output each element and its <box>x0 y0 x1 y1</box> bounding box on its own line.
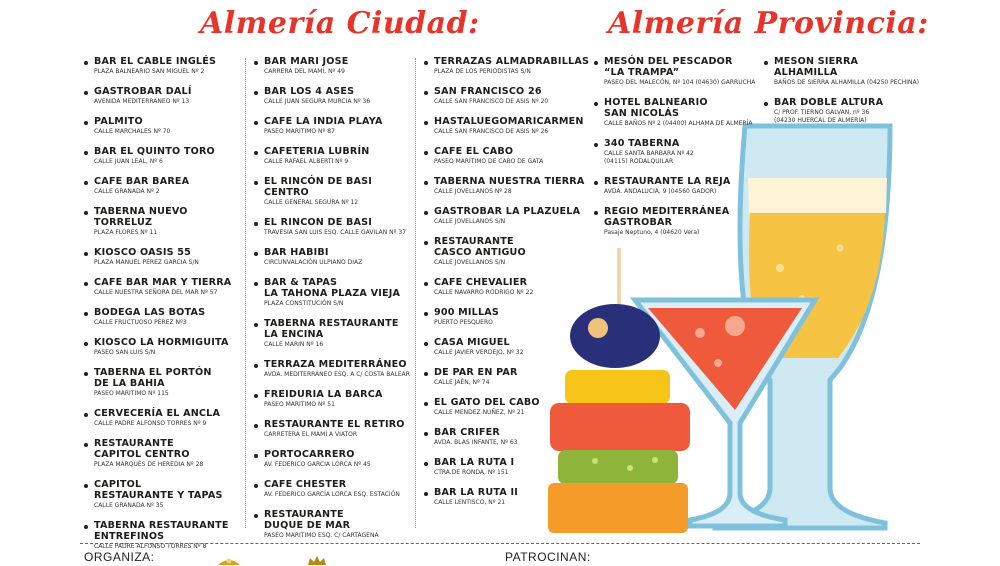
venue-item <box>422 397 592 417</box>
venue-name: TABERNA RESTAURANTE LA ENCINA <box>264 318 399 340</box>
venue-address: CALLE JOVELLANOS Nº 28 <box>434 188 512 195</box>
venue-item <box>422 176 592 196</box>
column-divider <box>245 58 246 528</box>
venue-item <box>82 86 242 106</box>
venue-name: PORTOCARRERO <box>264 449 355 460</box>
venue-address: AVENIDA MEDITERRANEO Nº 13 <box>94 98 190 105</box>
venue-item <box>82 337 242 357</box>
venue-name: RESTAURANTE DUQUE DE MAR <box>264 509 351 531</box>
venue-address: CALLE MARCHALES Nº 70 <box>94 128 171 135</box>
venue-address: CALLE NUESTRA SEÑORA DEL MAR Nº 57 <box>94 289 218 296</box>
venue-name: BAR MARI JOSE <box>264 56 349 67</box>
venue-name: BAR LOS 4 ASES <box>264 86 355 97</box>
venue-name: BAR HABIBI <box>264 247 329 258</box>
venue-address: PASEO MARITIMO ESQ. C/ CARTAGENA <box>264 532 379 539</box>
venue-item <box>82 247 242 267</box>
venue-name: RESTAURANTE CASCO ANTIGUO <box>434 236 526 258</box>
venue-item <box>252 217 417 237</box>
venue-item <box>422 116 592 136</box>
venue-address: CALLE SAN FRANCISCO DE ASIS Nº 26 <box>434 128 549 135</box>
venue-address: CALLE GENERAL SEGURA Nº 12 <box>264 199 359 206</box>
venue-address: CALLE JOVELLANOS S/N <box>434 218 506 225</box>
venue-address: AV. FEDERICO GARCÍA LORCA ESQ. ESTACIÓN <box>264 491 400 498</box>
venue-address: CIRCUNVALACIÓN ULPIANO DIAZ <box>264 259 363 266</box>
venue-address: CALLE FRUCTUOSO PÉREZ Nº3 <box>94 319 187 326</box>
venue-address: PASEO MARITIMO Nº 51 <box>264 401 335 408</box>
venue-address: CARRERA DEL MAMÍ, Nº 49 <box>264 68 345 75</box>
venue-item <box>252 146 417 166</box>
venue-list-province-1 <box>592 56 757 247</box>
venue-name: CAFE LA INDIA PLAYA <box>264 116 383 127</box>
venue-address: CALLE JAVIER VERDEJO, Nº 32 <box>434 349 524 356</box>
venue-item <box>252 86 417 106</box>
venue-name: 900 MILLAS <box>434 307 500 318</box>
venue-item <box>422 86 592 106</box>
venue-item <box>422 337 592 357</box>
venue-address: PASEO MARITIMO Nº 115 <box>94 390 169 397</box>
venue-name: GASTROBAR DALÍ <box>94 86 192 97</box>
venue-item <box>252 318 417 349</box>
venue-name: EL RINCON DE BASI <box>264 217 373 228</box>
venue-item <box>422 367 592 387</box>
venue-address: CALLE LENTISCO, Nº 21 <box>434 499 506 506</box>
venue-name: TABERNA NUEVO TORRELUZ <box>94 206 188 228</box>
venue-name: BAR LA RUTA II <box>434 487 519 498</box>
venue-item <box>422 307 592 327</box>
venue-name: HASTALUEGOMARICARMEN <box>434 116 584 127</box>
venue-item <box>762 97 922 125</box>
venue-item <box>82 520 242 551</box>
venue-address: PASEO DEL MALECÓN, Nº 104 (04630) GARRUCHA <box>604 79 756 86</box>
venue-item <box>422 146 592 166</box>
venue-item <box>82 206 242 237</box>
venue-name: CAFE CHESTER <box>264 479 347 490</box>
venue-name: BODEGA LAS BOTAS <box>94 307 206 318</box>
venue-address: CALLE RAFAEL ALBERTI Nº 9 <box>264 158 349 165</box>
venue-name: MESÓN DEL PESCADOR “LA TRAMPA” <box>604 56 733 78</box>
venue-address: PLAZA FLORES Nº 11 <box>94 229 158 236</box>
venue-name: RESTAURANTE EL RETIRO <box>264 419 405 430</box>
venue-name: PALMITO <box>94 116 143 127</box>
venue-name: RESTAURANTE LA REJA <box>604 176 731 187</box>
venue-address: TRAVESIA SAN LUIS ESQ. CALLE GAVILAN Nº 37 <box>264 229 407 236</box>
venue-name: FREIDURIA LA BARCA <box>264 389 383 400</box>
patrocinan-label: PATROCINAN: <box>505 550 591 564</box>
venue-name: CAFETERIA LUBRÍN <box>264 146 370 157</box>
venue-item <box>82 56 242 76</box>
venue-item <box>422 427 592 447</box>
venue-address: CALLE JOVELLANOS S/N <box>434 259 506 266</box>
venue-name: TERRAZAS ALMADRABILLAS <box>434 56 590 67</box>
venue-address: CALLE MENDEZ NUÑEZ, Nº 21 <box>434 409 525 416</box>
venue-name: CASA MIGUEL <box>434 337 510 348</box>
venue-list-city-3 <box>422 56 592 517</box>
venue-name: EL GATO DEL CABO <box>434 397 540 408</box>
venue-name: CAFE EL CABO <box>434 146 514 157</box>
venue-address: CALLE PADRE ALFONSO TORRES Nº 8 <box>94 543 207 550</box>
venue-name: KIOSCO LA HORMIGUITA <box>94 337 229 348</box>
venue-name: CAPITOL RESTAURANTE Y TAPAS <box>94 479 223 501</box>
venue-name: CAFE BAR MAR Y TIERRA <box>94 277 232 288</box>
venue-address: AVDA. MEDITERRÁNEO ESQ. A C/ COSTA BALEAR <box>264 371 410 378</box>
venue-item <box>592 138 757 166</box>
venue-address: CALLE PADRE ALFONSO TORRES Nº 9 <box>94 420 207 427</box>
venue-address: CALLE SANTA BARBARA Nº 42 (04115) RODALQUILAR <box>604 150 694 165</box>
venue-address: PLAZA BALNEARIO SAN MIGUEL Nº 2 <box>94 68 205 75</box>
venue-item <box>592 176 757 196</box>
venue-name: BAR EL QUINTO TORO <box>94 146 215 157</box>
coat-of-arms-icon <box>214 555 244 566</box>
venue-address: CTRA.DE RONDA, Nº 151 <box>434 469 509 476</box>
venue-name: BAR & TAPAS LA TAHONA PLAZA VIEJA <box>264 277 401 299</box>
venue-item <box>252 176 417 207</box>
venue-name: BAR EL CABLE INGLÉS <box>94 56 217 67</box>
venue-name: EL RINCÓN DE BASI CENTRO <box>264 176 373 198</box>
venue-address: AVDA. ANDALUCIA, 9 (04560 GADOR) <box>604 188 717 195</box>
venue-item <box>82 277 242 297</box>
venue-name: SAN FRANCISCO 26 <box>434 86 542 97</box>
venue-address: PASEO MARITIMO Nº 87 <box>264 128 335 135</box>
venue-address: CALLE MARIN Nº 16 <box>264 341 324 348</box>
venue-name: RESTAURANTE CAPITOL CENTRO <box>94 438 190 460</box>
heading-almeria-ciudad: Almería Ciudad: <box>200 6 480 41</box>
venue-item <box>422 487 592 507</box>
venue-item <box>82 307 242 327</box>
venue-list-province-2 <box>762 56 922 135</box>
venue-name: CAFE BAR BAREA <box>94 176 190 187</box>
venue-item <box>82 116 242 136</box>
venue-item <box>252 56 417 76</box>
venue-item <box>82 367 242 398</box>
venue-item <box>82 408 242 428</box>
venue-address: BAÑOS DE SIERRA ALHAMILLA (04250 PECHINA) <box>774 79 919 86</box>
heading-almeria-provincia: Almería Provincia: <box>608 6 929 41</box>
venue-address: CALLE NAVARRO RODRIGO Nº 22 <box>434 289 534 296</box>
venue-name: BAR DOBLE ALTURA <box>774 97 884 108</box>
venue-item <box>422 56 592 76</box>
footer-divider <box>80 543 920 544</box>
venue-item <box>252 116 417 136</box>
venue-item <box>252 479 417 499</box>
venue-item <box>82 479 242 510</box>
venue-address: PLAZA MANUEL PÉREZ GARCIA S/N <box>94 259 199 266</box>
venue-address: CALLE JUAN LEAL, Nº 6 <box>94 158 163 165</box>
venue-name: MESON SIERRA ALHAMILLA <box>774 56 859 78</box>
venue-name: CAFE CHEVALIER <box>434 277 528 288</box>
venue-address: CARRETERA EL MAMÍ A VIATOR <box>264 431 358 438</box>
venue-item <box>422 277 592 297</box>
venue-address: PASEO MARÍTIMO DE CABO DE GATA <box>434 158 544 165</box>
venue-item <box>82 146 242 166</box>
venue-item <box>592 206 757 237</box>
venue-item <box>422 206 592 226</box>
venue-address: AV. FEDERICO GARCIA LORCA Nº 45 <box>264 461 371 468</box>
venue-address: CALLE JUAN SEGURA MURCIA Nº 36 <box>264 98 371 105</box>
venue-address: CALLE JAÉN, Nº 74 <box>434 379 490 386</box>
venue-item <box>252 359 417 379</box>
venue-name: BAR CRIFER <box>434 427 500 438</box>
venue-item <box>422 457 592 477</box>
venue-item <box>762 56 922 87</box>
venue-name: KIOSCO OASIS 55 <box>94 247 192 258</box>
venue-item <box>252 509 417 540</box>
venue-name: 340 TABERNA <box>604 138 680 149</box>
venue-item <box>252 247 417 267</box>
venue-name: TABERNA NUESTRA TIERRA <box>434 176 585 187</box>
venue-address: PASEO SAN LUIS S/N <box>94 349 156 356</box>
venue-name: TERRAZA MEDITERRÁNEO <box>264 359 407 370</box>
crown-icon <box>306 555 328 566</box>
venue-address: Pasaje Neptuno, 4 (04620 Vera) <box>604 229 700 236</box>
venue-address: CALLE SAN FRANCISCO DE ASIS Nº 20 <box>434 98 549 105</box>
venue-list-city-2 <box>252 56 417 550</box>
venue-name: GASTROBAR LA PLAZUELA <box>434 206 581 217</box>
venue-item <box>252 389 417 409</box>
venue-list-city-1 <box>82 56 242 561</box>
venue-address: C/ PROF. TIERNO GALVAN, nº 36 (04230 HUERCAL DE ALMERIA) <box>774 109 870 124</box>
venue-name: DE PAR EN PAR <box>434 367 518 378</box>
venue-item <box>82 176 242 196</box>
venue-item <box>252 277 417 308</box>
venue-item <box>592 97 757 128</box>
venue-address: PUERTO PESQUERO <box>434 319 493 326</box>
venue-address: PLAZA MARQUÉS DE HEREDIA Nº 28 <box>94 461 204 468</box>
venue-item <box>592 56 757 87</box>
venue-name: TABERNA RESTAURANTE ENTREFINOS <box>94 520 229 542</box>
venue-name: TABERNA EL PORTÓN DE LA BAHIA <box>94 367 212 389</box>
venue-address: AVDA. BLAS INFANTE, Nº 63 <box>434 439 518 446</box>
venue-address: PLAZA DE LOS PERIODISTAS S/N <box>434 68 531 75</box>
venue-address: CALLE GRANADA Nº 2 <box>94 188 160 195</box>
venue-address: PLAZA CONSTITUCIÓN S/N <box>264 300 344 307</box>
organiza-label: ORGANIZA: <box>84 550 155 564</box>
venue-name: HOTEL BALNEARIO SAN NICOLÁS <box>604 97 708 119</box>
venue-name: CERVECERÍA EL ANCLA <box>94 408 221 419</box>
venue-name: BAR LA RUTA I <box>434 457 515 468</box>
venue-item <box>252 419 417 439</box>
venue-name: REGIO MEDITERRÁNEA GASTROBAR <box>604 206 730 228</box>
venue-item <box>252 449 417 469</box>
venue-item <box>82 438 242 469</box>
venue-address: CALLE GRANADA Nº 35 <box>94 502 164 509</box>
venue-item <box>422 236 592 267</box>
venue-address: CALLE BAÑOS Nº 2 (04400) ALHAMA DE ALMERÍA <box>604 120 753 127</box>
